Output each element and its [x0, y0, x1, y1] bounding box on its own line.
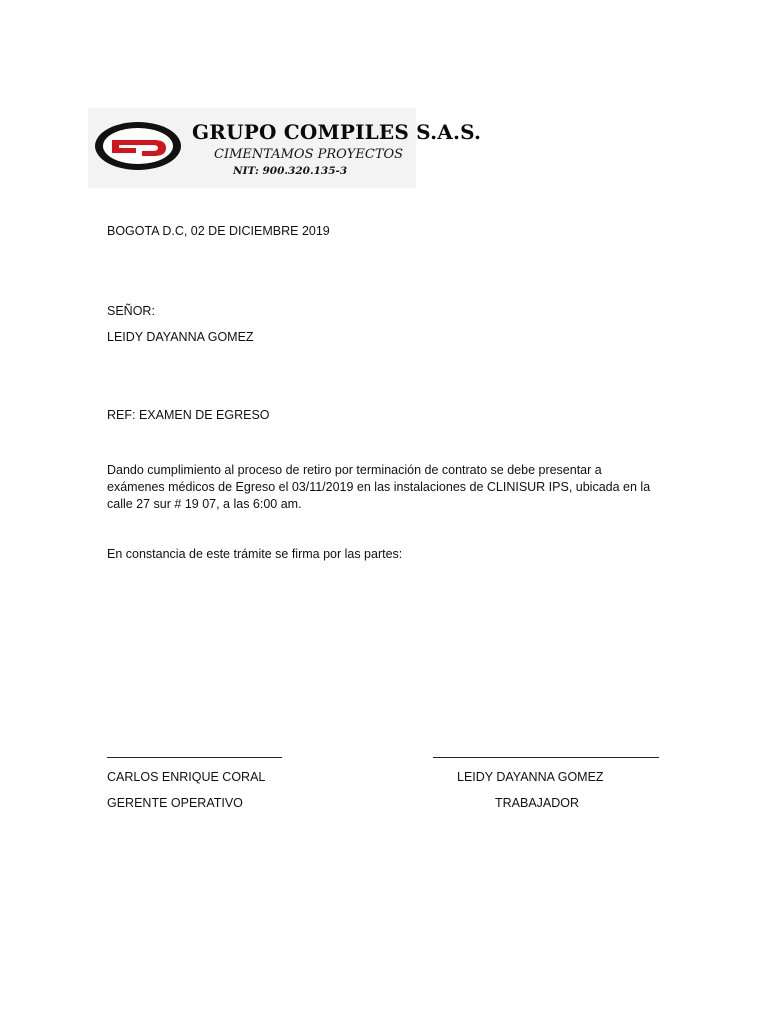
signer-left-name: CARLOS ENRIQUE CORAL — [107, 770, 266, 784]
signer-right-name: LEIDY DAYANNA GOMEZ — [457, 770, 604, 784]
signer-right-title: TRABAJADOR — [495, 796, 580, 810]
body-paragraph — [107, 462, 687, 513]
recipient-name: LEIDY DAYANNA GOMEZ — [107, 330, 254, 344]
place-date: BOGOTA D.C, 02 DE DICIEMBRE 2019 — [107, 224, 330, 238]
signature-line-left — [107, 757, 282, 758]
closing-statement: En constancia de este trámite se firma por las partes: — [107, 547, 403, 561]
signer-left-title: GERENTE OPERATIVO — [107, 796, 243, 810]
company-slogan: CIMENTAMOS PROYECTOS — [214, 147, 404, 162]
signature-line-right — [433, 757, 659, 758]
body-line: Dando cumplimiento al proceso de retiro por terminación de contrato se debe presentar a — [107, 463, 602, 477]
letterhead — [88, 108, 482, 188]
salutation: SEÑOR: — [107, 304, 155, 318]
company-nit: NIT: 900.320.135-3 — [233, 165, 348, 177]
reference-line: REF: EXAMEN DE EGRESO — [107, 408, 270, 422]
body-line: calle 27 sur # 19 07, a las 6:00 am. — [107, 497, 302, 511]
body-line: exámenes médicos de Egreso el 03/11/2019 en las instalaciones de CLINISUR IPS, ubicada en la — [107, 480, 651, 494]
company-name: GRUPO COMPILES S.A.S. — [192, 120, 482, 144]
cp-logo-icon — [92, 118, 184, 174]
